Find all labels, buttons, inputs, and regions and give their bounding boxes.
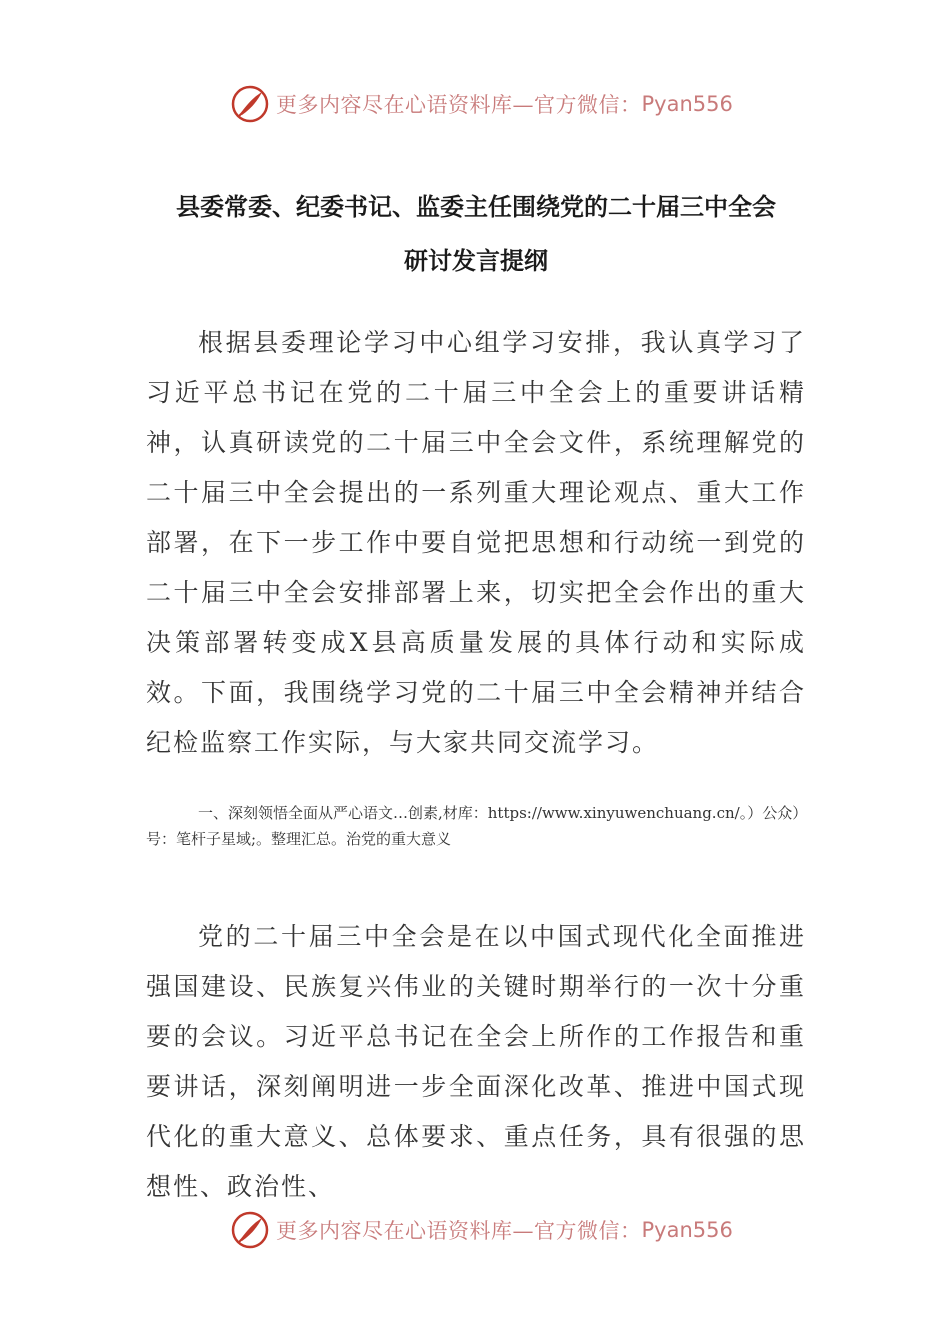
banner-text: 更多内容尽在心语资料库—官方微信： [276,1219,642,1243]
paragraph-intro: 根据县委理论学习中心组学习安排，我认真学习了习近平总书记在党的二十届三中全会上的重要讲话精神，认真研读党的二十届三中全会文件，系统理解党的二十届三中全会提出的一系列重大理论观点、重大工作部署，在下一步工作中要自觉把思想和行动统一到党的二十届三中全会安排部署上来，切实把全会作出的重大决策部署转变成X县高质量发展的具体行动和实际成效。下面，我围绕学习党的二十届三中全会精神并结合纪检监察工作实际，与大家共同交流学习。 [146,328,806,757]
section-heading-1: 一、深刻领悟全面从严心语文…创素,材库：https://www.xinyuwenchuang.cn/。）公众）号：笔杆子星域;。整理汇总。治党的重大意义 [146,804,800,848]
title-line-1: 县委常委、纪委书记、监委主任围绕党的二十届三中全会 [176,193,776,221]
document-title [146,180,806,288]
banner-wechat-id: Pyan556 [641,1218,733,1242]
banner-wechat-id: Pyan556 [641,92,733,116]
quill-pen-logo-icon [230,84,270,124]
quill-pen-logo-icon [230,1210,270,1250]
header-banner [230,82,733,126]
paragraph-section-1: 党的二十届三中全会是在以中国式现代化全面推进强国建设、民族复兴伟业的关键时期举行的一次十分重要的会议。习近平总书记在全会上所作的工作报告和重要讲话，深刻阐明进一步全面深化改革、推进中国式现代化的重大意义、总体要求、重点任务，具有很强的思想性、政治性、 [146,922,806,1201]
banner-text: 更多内容尽在心语资料库—官方微信： [276,93,642,117]
title-line-2: 研讨发言提纲 [404,247,548,275]
footer-banner [230,1208,733,1252]
